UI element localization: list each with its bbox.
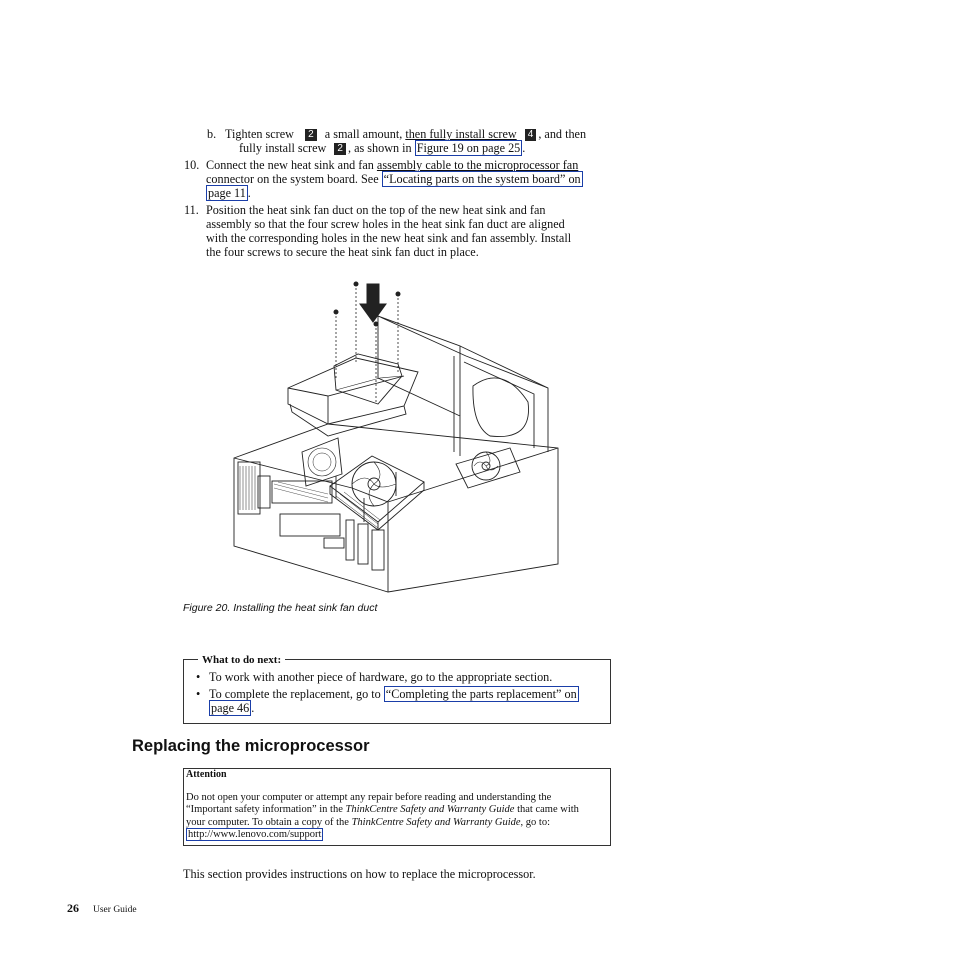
step-b-text: fully install screw xyxy=(239,141,327,155)
attention-text: “Important safety information” in the xyxy=(186,804,343,815)
step-11-marker: 11. xyxy=(184,203,199,217)
attention-content xyxy=(186,769,579,842)
step-b-text: . xyxy=(522,141,526,155)
attention-guide-title: ThinkCentre Safety and Warranty Guide xyxy=(345,804,515,815)
step-11-line: assembly so that the four screw holes in the heat sink fan duct are aligned xyxy=(206,217,565,231)
figure-caption: Figure 20. Installing the heat sink fan duct xyxy=(183,602,378,614)
what-to-do-next-list xyxy=(190,670,600,718)
completing-replacement-link-page[interactable]: page 46 xyxy=(211,701,250,715)
step-11-line: with the corresponding holes in the new heat sink and fan assembly. Install xyxy=(206,231,572,245)
step-b-marker: b. xyxy=(207,127,217,141)
callout-badge: 2 xyxy=(305,129,317,141)
next-item-2-text: . xyxy=(251,701,255,715)
step-10-text: Connect the new heat sink and fan xyxy=(206,158,374,172)
step-b-text: Tighten screw xyxy=(225,127,294,141)
callout-badge: 4 xyxy=(525,129,537,141)
heat-sink-duct-illustration xyxy=(228,276,568,596)
attention-text: , go to: xyxy=(520,816,551,828)
step-11-line: Position the heat sink fan duct on the top of the new heat sink and fan xyxy=(206,203,546,217)
figure-19-link[interactable]: Figure 19 on page 25 xyxy=(416,141,521,155)
lenovo-support-link[interactable]: http://www.lenovo.com/support xyxy=(188,829,322,840)
attention-text: that came with xyxy=(517,804,579,815)
locating-parts-link-page[interactable]: page 11 xyxy=(208,186,246,200)
page-number: 26 xyxy=(67,901,79,915)
attention-guide-title: ThinkCentre Safety and Warranty Guide xyxy=(351,816,521,828)
completing-replacement-link[interactable]: “Completing the parts replacement” on xyxy=(385,687,577,701)
step-10-marker: 10. xyxy=(184,158,200,172)
attention-title: Attention xyxy=(186,769,227,780)
attention-text: your computer. To obtain a copy of the xyxy=(186,816,349,828)
next-item-1 xyxy=(190,670,600,684)
step-b-text: , as shown in xyxy=(347,141,412,155)
attention-line xyxy=(186,804,579,817)
footer-label: User Guide xyxy=(93,905,137,915)
section-heading: Replacing the microprocessor xyxy=(132,737,370,755)
step-11 xyxy=(184,203,604,259)
next-item-2-text: To complete the replacement, go to xyxy=(209,687,381,701)
step-b-text: , and then xyxy=(538,127,587,141)
step-10-text: connector on the system board. See xyxy=(206,172,379,186)
step-10 xyxy=(184,158,604,202)
step-10-text: assembly cable to the microprocessor fan xyxy=(376,158,579,172)
next-item-2 xyxy=(190,687,600,715)
step-b-text: then fully install screw xyxy=(405,127,517,141)
what-to-do-next-title: What to do next: xyxy=(198,653,285,667)
step-10-text: . xyxy=(247,186,251,200)
locating-parts-link[interactable]: “Locating parts on the system board” on xyxy=(383,172,581,186)
callout-badge: 2 xyxy=(334,143,346,155)
step-11-line: the four screws to secure the heat sink fan duct in place. xyxy=(206,245,479,259)
next-item-1-text: To work with another piece of hardware, go to the appropriate section. xyxy=(209,670,553,684)
intro-text: This section provides instructions on how to replace the microprocessor. xyxy=(183,867,536,881)
step-b-text: a small amount, xyxy=(324,127,403,141)
attention-line: Do not open your computer or attempt any repair before reading and understanding the xyxy=(186,791,552,803)
step-b xyxy=(207,127,607,155)
